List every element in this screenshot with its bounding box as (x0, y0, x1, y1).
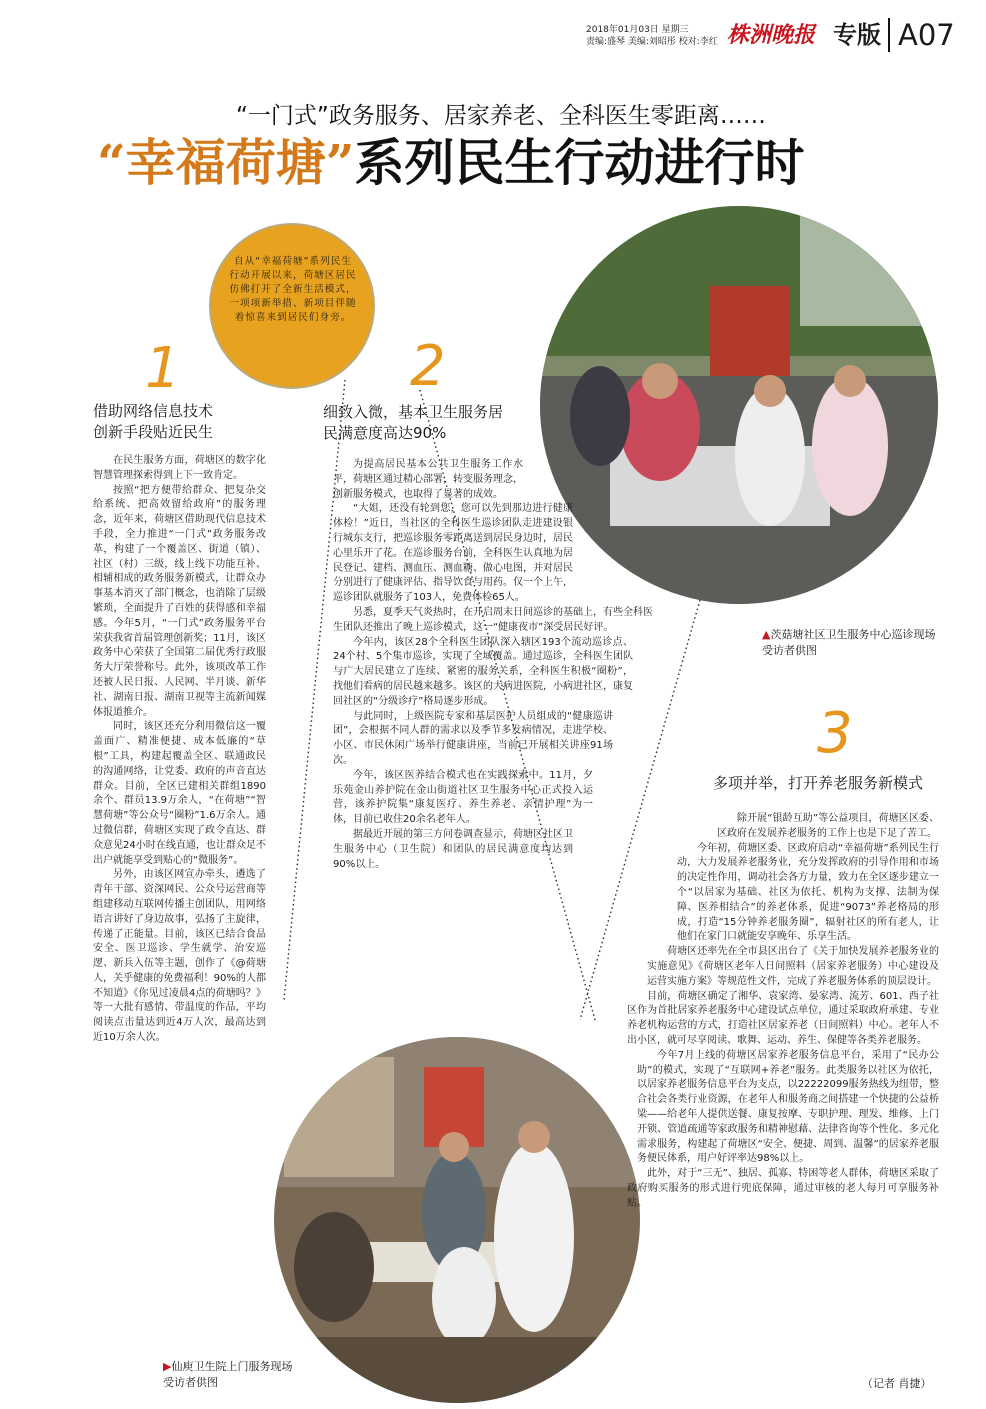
paragraph: 另悉，夏季天气炎热时，在开启周末日间巡诊的基础上，有些全科医生团队还推出了晚上巡诊模式，这一“健康夜市”深受居民好评。 (333, 606, 653, 633)
page-number: A07 (898, 18, 955, 52)
section-title-3-line: 多项并举，打开养老服务新模式 (713, 774, 924, 792)
intro-circle (209, 223, 375, 389)
paragraph: 今年7月上线的荷塘区居家养老服务信息平台，采用了“民办公助”的模式，实现了“互联网+养老”服务。此类服务以社区为依托，以居家养老服务信息平台为支点，以22222099服务热线为纽带，整合社会各类行业资源，在老年人和服务商之间搭建一个快捷的公益桥梁——给老年人提供送餐、康复按摩、专职护理、理发、维修、上门开锁、管道疏通等家政服务和精神慰藉、法律咨询等个性化、多元化需求服务，构建起了荷塘区“安全、便捷、周到、温馨”的居家养老服务便民体系，用户好评率达98%以上。 (637, 1049, 939, 1165)
reporter-byline: （记者 肖捷） (862, 1377, 932, 1390)
caption-triangle-icon: ▲ (762, 628, 771, 641)
headline-highlight: “幸福荷塘” (97, 133, 355, 192)
paragraph: 今年，该区医养结合模式也在实践探索中。11月，夕乐苑金山养护院在金山街道社区卫生服务中心正式投入运营，该养护院集“康复医疗、养生养老、亲情护理”为一体，目前已收住20余名老年人。 (333, 769, 593, 826)
paragraph: 按照“把方便带给群众、把复杂交给系统、把高效留给政府”的服务理念，近年来，荷塘区借助现代信息技术手段，全力推进“一门式”政务服务改革，构建了一个覆盖区、街道（镇）、社区（村）三级，线上线下功能互补、相辅相成的政务服务新模式，让群众办事基本消灭了部门概念，也消除了层级繁琐，全面提升了百姓的获得感和幸福感。今年5月，“一门式”政务服务平台荣获我省首届管理创新奖；11月，该区政务中心荣获了全国第二届优秀行政服务大厅荣誉称号。此外，该项改革工作还被人民日报、人民网、半月谈、新华社、湖南日报、湖南卫视等主流新闻媒体报道推介。 (93, 484, 266, 718)
section-name: 专版 (833, 21, 881, 49)
newspaper-logo: 株洲晚报 (727, 22, 816, 48)
section-number-1: 1 (145, 336, 181, 401)
editor-credits: 责编:盛琴 美编:刘昭彤 校对:李红 (586, 37, 718, 47)
caption-text: 仙庾卫生院上门服务现场 受访者供图 (163, 1360, 304, 1389)
paragraph: 荷塘区还率先在全市县区出台了《关于加快发展养老服务业的实施意见》《荷塘区老年人日间照料（居家养老服务）中心建设及运营实施方案》等规范性文件，完成了养老服务体系的顶层设计。 (647, 946, 939, 987)
paragraph: 在民生服务方面，荷塘区的数字化智慧管理探索得到上下一致肯定。 (93, 455, 266, 481)
section-title-1 (93, 401, 283, 443)
section-title-1-line: 创新手段贴近民生 (93, 423, 214, 441)
caption-text: 茨菇塘社区卫生服务中心巡诊现场 受访者供图 (762, 628, 947, 657)
article-column-2 (333, 458, 655, 872)
section-title-2-line: 民满意度高达90% (323, 424, 447, 442)
photo-caption-top (762, 627, 947, 659)
paragraph: 与此同时，上级医院专家和基层医护人员组成的“健康巡讲团”，会根据不同人群的需求以及季节多发病情况，走进学校、小区、市民休闲广场举行健康讲座，当前已开展相关讲座91场次。 (333, 710, 613, 766)
paragraph: 目前，荷塘区确定了湘华、袁家湾、晏家湾、流芳、601、西子社区作为首批居家养老服务中心建设试点单位，通过采取政府承建、专业养老机构运营的方式，打造社区居家养老（日间照料）中心。老年人不出小区，就可尽享阅读、歌舞、运动、养生、保健等各类养老服务。 (627, 990, 939, 1046)
section-title-2 (323, 402, 543, 444)
article-column-3 (627, 812, 939, 1212)
caption-triangle-icon: ▶ (163, 1360, 172, 1373)
section-title-2-line: 细致入微，基本卫生服务居 (323, 403, 504, 421)
home-visit-photo-illustration (274, 1037, 640, 1403)
paragraph: “大姐，还没有轮到您，您可以先到那边进行健康体检！”近日，当社区的全科医生巡诊团队走进建设银行城东支行，把巡诊服务零距离送到居民身边时，居民心里乐开了花。在巡诊服务台前，全科医生认真地为居民登记、建档、测血压、测血糖、做心电图，并对居民分别进行了健康评估、指导饮食与用药。仅一个上午，巡诊团队就服务了103人，免费体检65人。 (333, 503, 573, 604)
paragraph: 今年初，荷塘区委、区政府启动“幸福荷塘”系列民生行动，大力发展养老服务业，充分发挥政府的引导作用和市场的决定性作用，调动社会各方力量，致力在全区逐步建立一个“以居家为基础、社区为依托、机构为支撑、法制为保障、医养相结合”的养老体系，促进“9073”养老格局的形成，打造“15分钟养老服务圈”，辐射社区的所有老人，让他们在家门口就能安享晚年、乐享生活。 (677, 842, 939, 943)
section-title-3 (713, 773, 943, 794)
section-title-1-line: 借助网络信息技术 (93, 402, 214, 420)
kicker-headline: “一门式”政务服务、居家养老、全科医生零距离…… (236, 103, 766, 129)
headline-rest: 系列民生行动进行时 (354, 134, 805, 192)
paragraph: 据最近开展的第三方问卷调查显示，荷塘区社区卫生服务中心（卫生院）和团队的居民满意度均达到90%以上。 (333, 828, 573, 870)
paragraph: 今年内，该区28个全科医生团队深入辖区193个流动巡诊点、24个村、5个集市巡诊，实现了全域覆盖。通过巡诊，全科医生团队与广大居民建立了连续、紧密的服务关系，全科医生积极“圈粉”，找他们看病的居民越来越多。该区的大病进医院，小病进社区，康复回社区的“分级诊疗”格局逐步形成。 (333, 636, 633, 707)
home-visit-photo (274, 1037, 640, 1403)
intro-text: 自从“幸福荷塘”系列民生行动开展以来，荷塘区居民仿佛打开了全新生活模式，一项项新举措、新项目伴随着惊喜来到居民们身旁。 (229, 256, 357, 323)
paragraph: 除开展“银龄互助”等公益项目，荷塘区区委、区政府在发展养老服务的工作上也是下足了苦工。 (717, 813, 939, 839)
paragraph: 为提高居民基本公共卫生服务工作水平，荷塘区通过精心部署，转变服务理念，创新服务模式，也取得了显著的成效。 (333, 459, 523, 500)
paragraph: 此外，对于“三无”、独居、孤寡、特困等老人群体，荷塘区采取了政府购买服务的形式进行兜底保障，通过审核的老人每月可享服务补贴。 (627, 1168, 939, 1209)
article-column-1 (93, 454, 266, 1046)
section-number-2: 2 (410, 334, 446, 399)
photo-caption-bottom (163, 1359, 303, 1391)
paragraph: 另外，由该区网宣办牵头，遴选了青年干部、资深网民、公众号运营商等组建移动互联网传播主创团队，用网络语言讲好了身边故事，弘扬了主旋律，传递了正能量。目前，该区已结合食品安全、医卫巡诊、学生就学、治安巡逻、新兵入伍等主题，创作了《@荷塘人，关乎健康的免费福利！90%的人都不知道》《你见过凌晨4点的荷塘吗？》等一大批有感情、带温度的作品，平均阅读点击量达到近4万人次，最高达到近10万余人次。 (93, 869, 266, 1044)
section-number-3: 3 (817, 701, 853, 766)
issue-date: 2018年01月03日 星期三 (586, 25, 689, 35)
paragraph: 同时，该区还充分利用微信这一覆盖面广、精准便捷、成本低廉的“草根”工具，构建起覆盖全区、联通政民的沟通网络，让党委、政府的声音直达群众。目前，全区已建相关群组1890余个、群员13.9万余人，“在荷塘”“智慧荷塘”等公众号“圈粉”1.6万余人。通过微信群，荷塘区实现了政令直达、群众意见24小时在线直通，也让群众足不出户就能享受到贴心的“微服务”。 (93, 721, 266, 866)
